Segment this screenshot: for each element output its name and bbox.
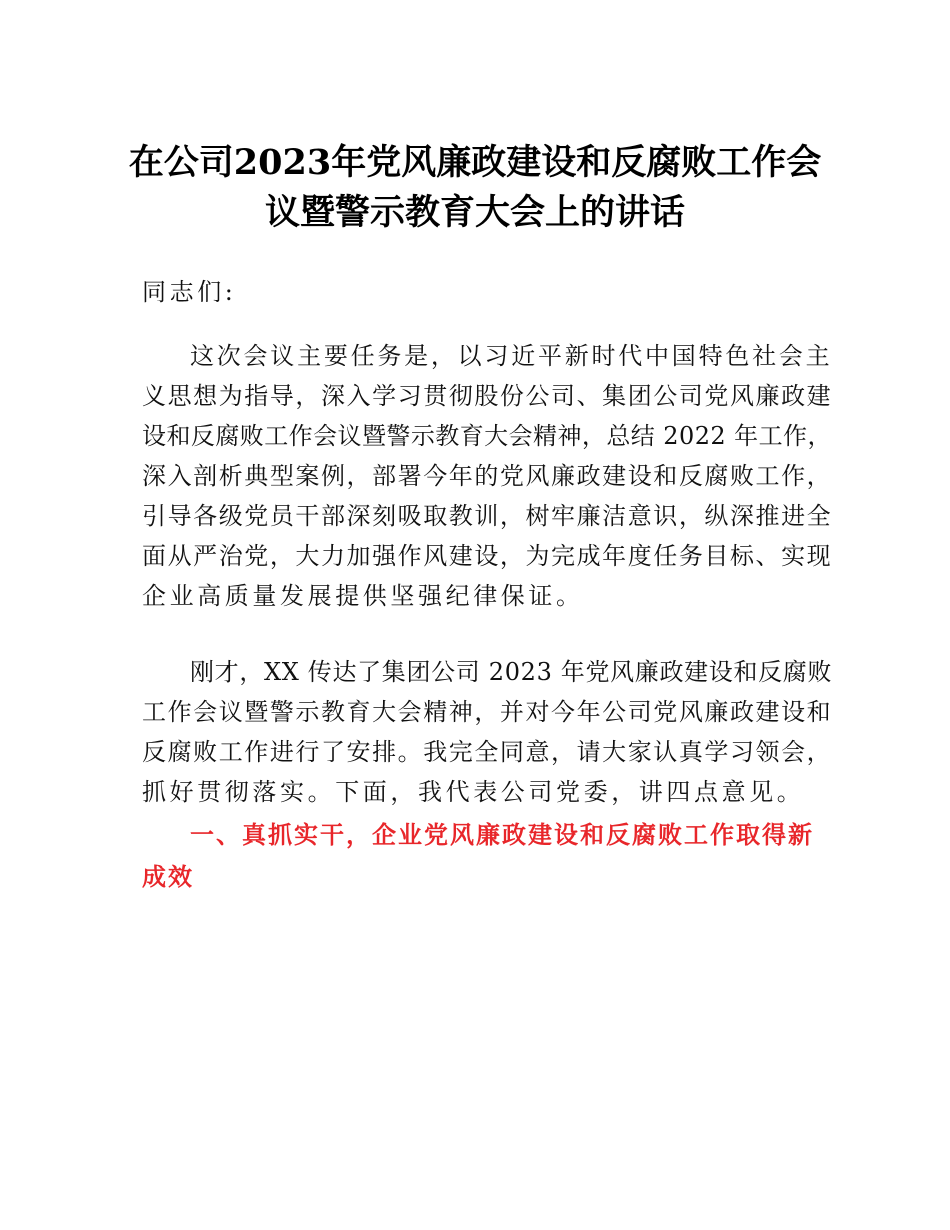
salutation: 同志们: xyxy=(142,278,237,306)
paragraph-line: 义思想为指导，深入学习贯彻股份公司、集团公司党风廉政建 xyxy=(142,382,833,410)
title-line-2: 议暨警示教育大会上的讲话 xyxy=(264,192,685,233)
section-heading-line-1: 一、真抓实干，企业党风廉政建设和反腐败工作取得新 xyxy=(190,821,814,849)
section-heading xyxy=(142,814,832,898)
paragraph-line: 面从严治党，大力加强作风建设，为完成年度任务目标、实现 xyxy=(142,542,833,570)
paragraph-line: 工作会议暨警示教育大会精神，并对今年公司党风廉政建设和 xyxy=(142,698,833,726)
paragraph-line: 这次会议主要任务是，以习近平新时代中国特色社会主 xyxy=(190,342,833,370)
title-line-1: 在公司2023年党风廉政建设和反腐败工作会 xyxy=(128,142,822,183)
document-title xyxy=(100,138,850,238)
paragraph-line: 刚才，XX 传达了集团公司 2023 年党风廉政建设和反腐败 xyxy=(190,658,833,686)
paragraph-line: 深入剖析典型案例，部署今年的党风廉政建设和反腐败工作， xyxy=(142,462,833,490)
section-heading-line-2: 成效 xyxy=(142,863,194,891)
paragraph-line: 抓好贯彻落实。下面，我代表公司党委，讲四点意见。 xyxy=(142,778,805,806)
paragraph-line: 企业高质量发展提供坚强纪律保证。 xyxy=(142,582,584,610)
paragraph-line: 反腐败工作进行了安排。我完全同意，请大家认真学习领会， xyxy=(142,738,833,766)
paragraph-line: 引导各级党员干部深刻吸取教训，树牢廉洁意识，纵深推进全 xyxy=(142,502,833,530)
paragraph-line: 设和反腐败工作会议暨警示教育大会精神，总结 2022 年工作， xyxy=(142,422,832,450)
paragraph-2 xyxy=(142,652,832,812)
paragraph-1 xyxy=(142,336,832,616)
